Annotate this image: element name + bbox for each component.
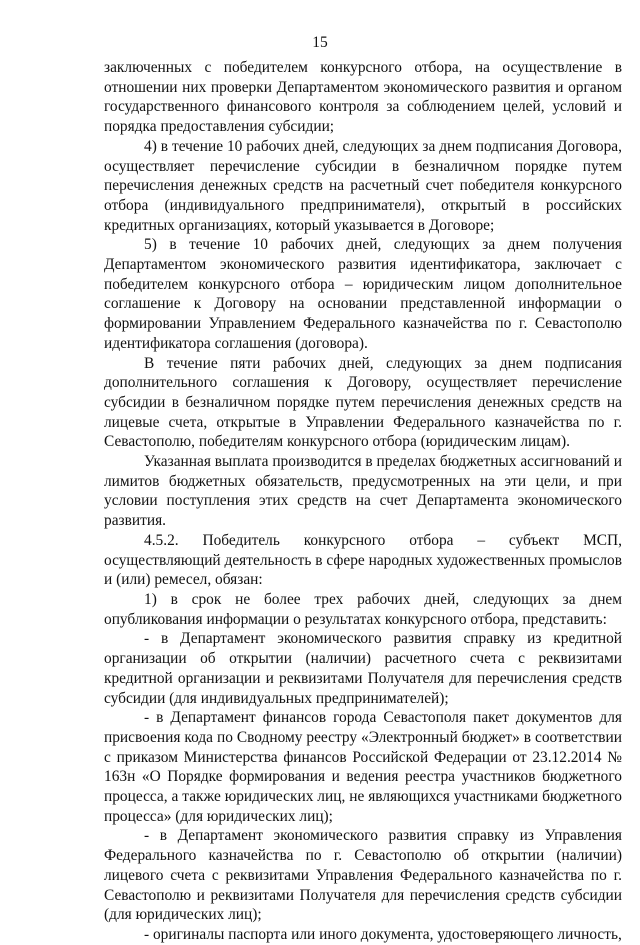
- paragraph-section-4-5-2: 4.5.2. Победитель конкурсного отбора – субъект МСП, осуществляющий деятельность в сфере народных художественных промыслов и (или) ремесел, обязан:: [104, 531, 622, 589]
- list-item-bank-certificate: - в Департамент экономического развития справку из кредитной организации об открытии (наличии) расчетного счета с реквизитами кредитной организации и реквизитами Получателя для перечисления средств субсидии (для индивидуальных предпринимателей);: [104, 630, 622, 707]
- list-item-finance-department: - в Департамент финансов города Севастополя пакет документов для присвоения кода по Сводному реестру «Электронный бюджет» в соответствии с приказом Министерства финансов Российской Федерации от 23.12.2014 № 163н «О Порядке формирования и ведения реестра участников бюджетного процесса, а также юридических лиц, не являющихся участниками бюджетного процесса» (для юридических лиц);: [104, 709, 622, 825]
- list-item-treasury-certificate: - в Департамент экономического развития справку из Управления Федерального казначейства по г. Севастополю об открытии (наличии) лицевого счета с реквизитами Управления Федерального казначейства по г. Севастополю и реквизитами Получателя для перечисления средств субсидии (для юридических лиц);: [104, 827, 622, 924]
- paragraph-item-4: 4) в течение 10 рабочих дней, следующих за днем подписания Договора, осуществляет перечисление субсидии в безналичном порядке путем перечисления денежных средств на расчетный счет победителя конкурсного отбора (индивидуального предпринимателя), открытый в российских кредитных организациях, который указывается в Договоре;: [104, 137, 622, 234]
- document-body: [104, 58, 622, 945]
- paragraph-transfer-term: В течение пяти рабочих дней, следующих за днем подписания дополнительного соглашения к Договору, осуществляет перечисление субсидии в безналичном порядке путем перечисления денежных средств на лицевые счета, открытые в Управлении Федерального казначейства по г. Севастополю, победителям конкурсного отбора (юридическим лицам).: [104, 354, 622, 451]
- list-item-passport: - оригиналы паспорта или иного документа, удостоверяющего личность,: [144, 925, 622, 943]
- paragraph-item-5: 5) в течение 10 рабочих дней, следующих за днем получения Департаментом экономического развития идентификатора, заключает с победителем конкурсного отбора – юридическим лицом дополнительное соглашение к Договору на основании представленной информации о формировании Управлением Федерального казначейства по г. Севастополю идентификатора соглашения (договора).: [104, 236, 622, 352]
- paragraph-continuation: заключенных с победителем конкурсного отбора, на осуществление в отношении них проверки Департаментом экономического развития и органом государственного финансового контроля за соблюдением целей, условий и порядка предоставления субсидии;: [104, 59, 622, 136]
- paragraph-payment-limits: Указанная выплата производится в пределах бюджетных ассигнований и лимитов бюджетных обязательств, предусмотренных на эти цели, и при условии поступления этих средств на счет Департамента экономического развития.: [104, 453, 622, 530]
- page-number: 15: [312, 34, 328, 51]
- paragraph-item-1: 1) в срок не более трех рабочих дней, следующих за днем опубликования информации о результатах конкурсного отбора, представить:: [104, 590, 622, 628]
